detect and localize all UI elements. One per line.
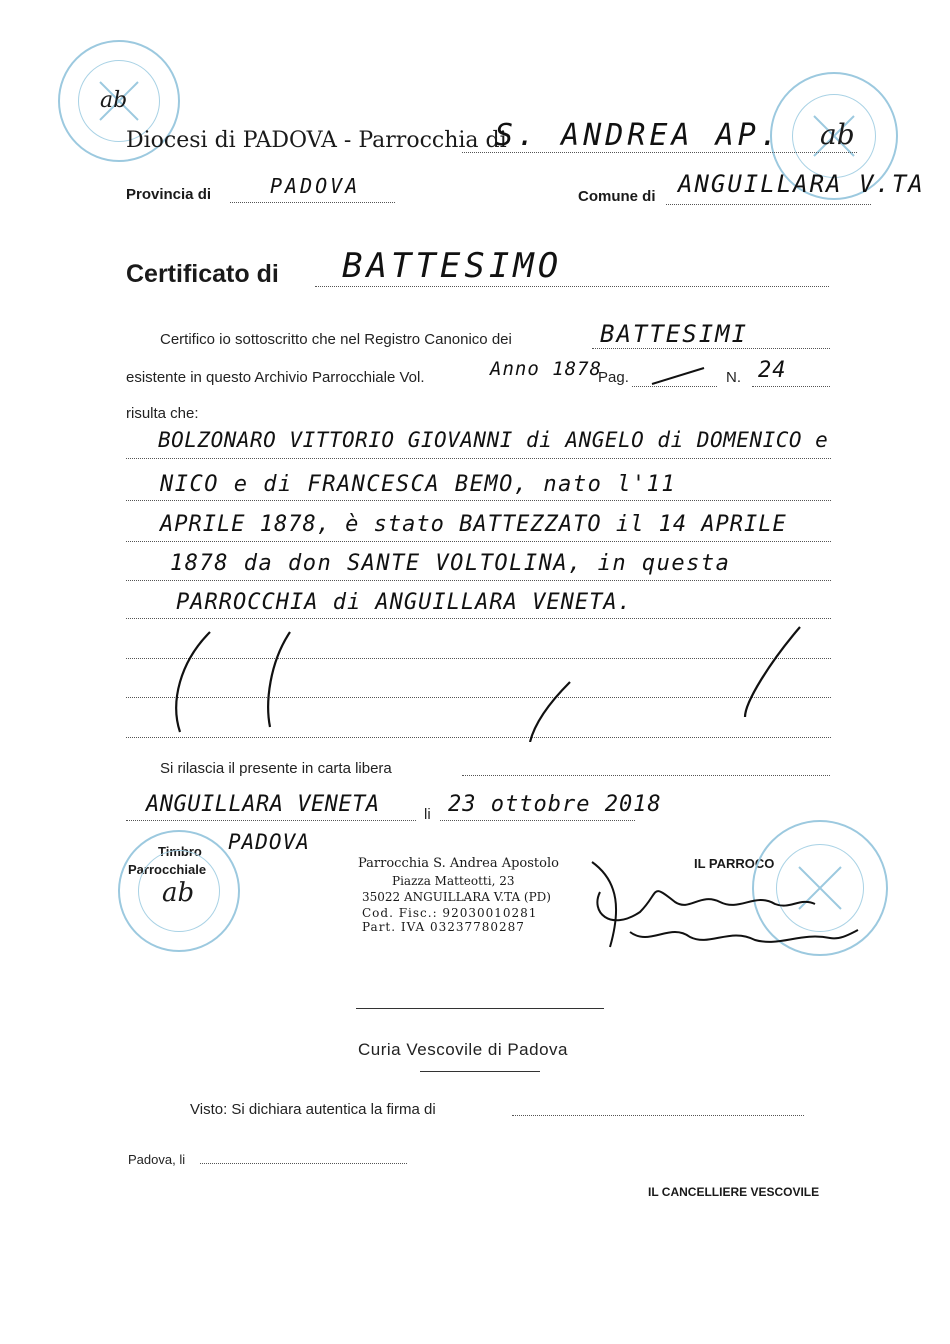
parish-part-iva: Part. IVA 03237780287	[362, 920, 525, 934]
body-line-4	[126, 580, 831, 581]
certificate-title-label: Certificato di	[126, 260, 279, 288]
registro-dotted-line	[592, 348, 830, 349]
curia-underline	[420, 1071, 540, 1072]
diocese-label: Diocesi di PADOVA - Parrocchia di	[126, 128, 507, 153]
visto-dotted-line	[512, 1115, 804, 1116]
initials-stamp: ab	[162, 878, 195, 908]
parroco-label: IL PARROCO	[694, 856, 775, 871]
body-line-2	[126, 500, 831, 501]
province-dotted-line	[230, 202, 395, 203]
comune-dotted-line	[666, 204, 871, 205]
visto-label: Visto: Si dichiara autentica la firma di	[190, 1101, 436, 1118]
parroco-signature	[580, 852, 870, 952]
body-text-line-1: BOLZONARO VITTORIO GIOVANNI di ANGELO di DOMENICO e	[158, 428, 829, 452]
initials-top: ab	[100, 88, 128, 113]
n-label: N.	[726, 369, 741, 386]
parish-value: S. ANDREA AP.	[495, 118, 782, 153]
body-text-line-5: PARROCCHIA di ANGUILLARA VENETA.	[176, 590, 632, 615]
place-dotted-line	[126, 820, 416, 821]
pag-label: Pag.	[598, 369, 629, 386]
cancelliere-label: IL CANCELLIERE VESCOVILE	[648, 1185, 820, 1199]
comune-value: ANGUILLARA V.TA	[678, 170, 925, 198]
li-label: li	[424, 806, 431, 823]
padova-li-dotted-line	[200, 1163, 407, 1164]
parish-address: Piazza Matteotti, 23	[392, 874, 515, 888]
initials-header: ab	[820, 118, 855, 151]
comune-label: Comune di	[578, 188, 656, 205]
date-dotted-line	[440, 820, 635, 821]
cancel-strokes-mark	[150, 622, 850, 742]
parrocchiale-label: Parrocchiale	[128, 862, 207, 877]
body-line-5	[126, 618, 831, 619]
certifico-label: Certifico io sottoscritto che nel Registro Canonico dei	[160, 331, 512, 348]
body-line-3	[126, 541, 831, 542]
curia-title: Curia Vescovile di Padova	[358, 1040, 569, 1059]
certificate-dotted-line	[315, 286, 829, 287]
curia-separator	[356, 1008, 604, 1009]
timbro-label: Timbro	[158, 844, 202, 859]
vol-value: Anno 1878	[490, 358, 602, 380]
parish-cod-fisc: Cod. Fisc.: 92030010281	[362, 906, 538, 920]
registro-value: BATTESIMI	[600, 320, 749, 348]
padova-li-label: Padova, li	[128, 1152, 186, 1167]
n-dotted-line	[752, 386, 830, 387]
body-text-line-3: APRILE 1878, è stato BATTEZZATO il 14 APRILE	[160, 512, 787, 537]
province-value: PADOVA	[270, 174, 361, 198]
parish-city: 35022 ANGUILLARA V.TA (PD)	[362, 890, 551, 904]
rilascia-dotted-line	[462, 775, 830, 776]
pag-dash-mark	[648, 364, 708, 388]
padova-hand-value: PADOVA	[228, 830, 310, 854]
risulta-label: risulta che:	[126, 405, 199, 422]
rilascia-label: Si rilascia il presente in carta libera	[160, 760, 392, 777]
archivio-label: esistente in questo Archivio Parrocchiale Vol.	[126, 369, 425, 386]
body-text-line-2: NICO e di FRANCESCA BEMO, nato l'11	[160, 472, 677, 497]
n-value: 24	[758, 358, 787, 383]
date-value: 23 ottobre 2018	[448, 792, 662, 817]
parish-name: Parrocchia S. Andrea Apostolo	[358, 856, 559, 871]
place-value: ANGUILLARA VENETA	[146, 792, 380, 817]
body-text-line-4: 1878 da don SANTE VOLTOLINA, in questa	[170, 551, 731, 576]
certificate-title-value: BATTESIMO	[342, 246, 563, 286]
body-line-1	[126, 458, 831, 459]
province-label: Provincia di	[126, 186, 212, 203]
